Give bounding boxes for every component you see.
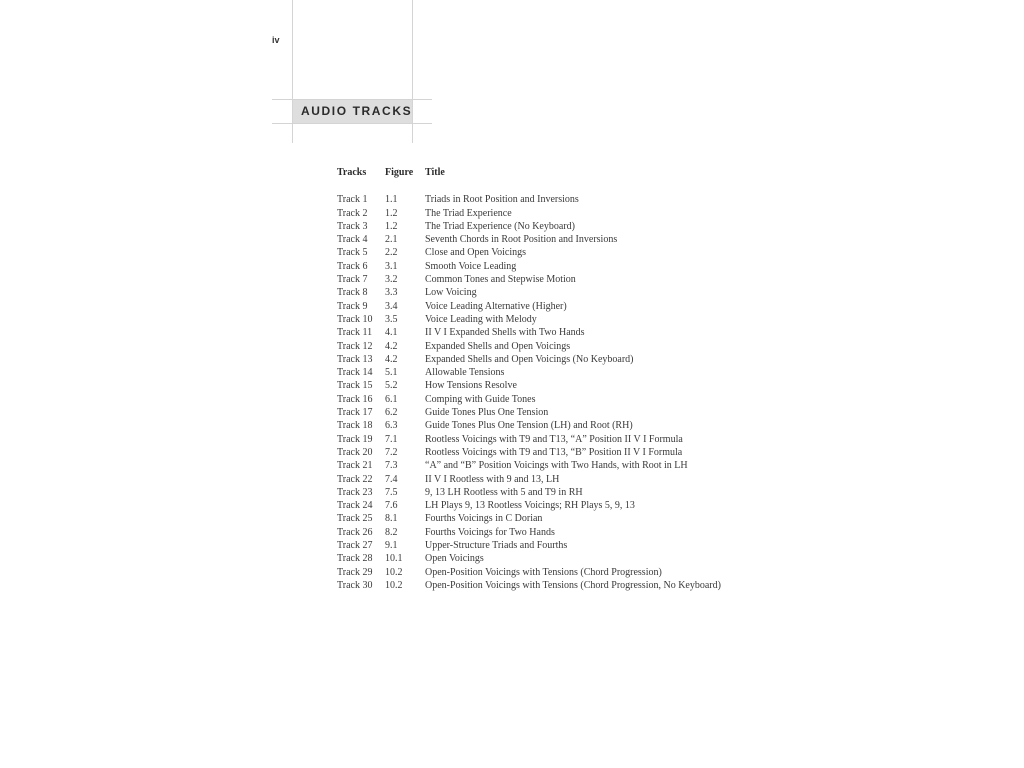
track-title-cell: Close and Open Voicings	[425, 247, 527, 259]
margin-rule-right	[412, 0, 413, 143]
track-number-cell: Track 26	[337, 526, 373, 538]
table-row	[337, 326, 721, 339]
header-spacer	[337, 179, 721, 193]
track-title-cell: Open-Position Voicings with Tensions (Chord Progression, No Keyboard)	[425, 579, 721, 591]
header-figure: Figure	[385, 167, 414, 178]
track-number-cell: Track 1	[337, 194, 368, 206]
track-number-cell: Track 7	[337, 274, 368, 286]
figure-number-cell: 1.1	[385, 194, 398, 206]
track-number-cell: Track 19	[337, 433, 373, 445]
track-number-cell: Track 2	[337, 207, 368, 219]
figure-number-cell: 7.6	[385, 500, 398, 512]
track-title-cell: Voice Leading with Melody	[425, 313, 537, 325]
track-number-cell: Track 17	[337, 407, 373, 419]
track-number-cell: Track 21	[337, 460, 373, 472]
track-number-cell: Track 24	[337, 500, 373, 512]
table-row	[337, 512, 721, 525]
track-title-cell: Triads in Root Position and Inversions	[425, 194, 579, 206]
track-number-cell: Track 10	[337, 313, 373, 325]
banner-rule-bottom	[272, 123, 432, 124]
table-row	[337, 340, 721, 353]
track-title-cell: Low Voicing	[425, 287, 477, 299]
table-row	[337, 207, 721, 220]
track-title-cell: Allowable Tensions	[425, 367, 505, 379]
track-number-cell: Track 22	[337, 473, 373, 485]
figure-number-cell: 10.2	[385, 579, 403, 591]
table-row	[337, 366, 721, 379]
header-title: Title	[425, 167, 445, 178]
track-title-cell: II V I Rootless with 9 and 13, LH	[425, 473, 560, 485]
table-row	[337, 419, 721, 432]
track-title-cell: Seventh Chords in Root Position and Inversions	[425, 234, 618, 246]
track-title-cell: How Tensions Resolve	[425, 380, 517, 392]
track-number-cell: Track 28	[337, 553, 373, 565]
track-title-cell: Common Tones and Stepwise Motion	[425, 274, 576, 286]
table-row	[337, 273, 721, 286]
track-title-cell: Open-Position Voicings with Tensions (Chord Progression)	[425, 566, 662, 578]
track-title-cell: Expanded Shells and Open Voicings	[425, 340, 571, 352]
track-title-cell: Fourths Voicings in C Dorian	[425, 513, 543, 525]
track-number-cell: Track 4	[337, 234, 368, 246]
table-row	[337, 233, 721, 246]
table-row	[337, 220, 721, 233]
track-title-cell: Fourths Voicings for Two Hands	[425, 526, 555, 538]
section-title: AUDIO TRACKS	[301, 104, 413, 118]
track-number-cell: Track 6	[337, 260, 368, 272]
track-title-cell: Open Voicings	[425, 553, 484, 565]
track-number-cell: Track 25	[337, 513, 373, 525]
table-row	[337, 286, 721, 299]
table-row	[337, 473, 721, 486]
figure-number-cell: 7.2	[385, 446, 398, 458]
track-title-cell: Expanded Shells and Open Voicings (No Keyboard)	[425, 353, 634, 365]
track-title-cell: Guide Tones Plus One Tension (LH) and Root (RH)	[425, 420, 633, 432]
track-title-cell: Guide Tones Plus One Tension	[425, 407, 549, 419]
table-row	[337, 539, 721, 552]
table-row	[337, 552, 721, 565]
table-row	[337, 486, 721, 499]
track-number-cell: Track 5	[337, 247, 368, 259]
table-row	[337, 300, 721, 313]
figure-number-cell: 6.1	[385, 393, 398, 405]
figure-number-cell: 3.5	[385, 313, 398, 325]
track-number-cell: Track 30	[337, 579, 373, 591]
figure-number-cell: 7.3	[385, 460, 398, 472]
table-row	[337, 353, 721, 366]
track-title-cell: Smooth Voice Leading	[425, 260, 517, 272]
header-tracks: Tracks	[337, 167, 367, 178]
figure-number-cell: 1.2	[385, 220, 398, 232]
figure-number-cell: 10.1	[385, 553, 403, 565]
figure-number-cell: 7.5	[385, 486, 398, 498]
track-number-cell: Track 12	[337, 340, 373, 352]
table-row	[337, 406, 721, 419]
figure-number-cell: 4.2	[385, 340, 398, 352]
figure-number-cell: 7.4	[385, 473, 398, 485]
table-row	[337, 579, 721, 592]
figure-number-cell: 6.2	[385, 407, 398, 419]
figure-number-cell: 9.1	[385, 540, 398, 552]
track-title-cell: II V I Expanded Shells with Two Hands	[425, 327, 585, 339]
track-number-cell: Track 14	[337, 367, 373, 379]
figure-number-cell: 1.2	[385, 207, 398, 219]
table-row	[337, 393, 721, 406]
track-title-cell: Rootless Voicings with T9 and T13, “B” Position II V I Formula	[425, 446, 683, 458]
track-title-cell: 9, 13 LH Rootless with 5 and T9 in RH	[425, 486, 583, 498]
track-title-cell: Rootless Voicings with T9 and T13, “A” Position II V I Formula	[425, 433, 683, 445]
track-number-cell: Track 11	[337, 327, 373, 339]
table-body	[337, 179, 721, 592]
figure-number-cell: 7.1	[385, 433, 398, 445]
track-number-cell: Track 9	[337, 300, 368, 312]
audio-tracks-table	[337, 166, 721, 592]
table-row	[337, 446, 721, 459]
figure-number-cell: 6.3	[385, 420, 398, 432]
track-title-cell: Comping with Guide Tones	[425, 393, 536, 405]
table-row	[337, 499, 721, 512]
table-row	[337, 246, 721, 259]
figure-number-cell: 5.2	[385, 380, 398, 392]
track-number-cell: Track 15	[337, 380, 373, 392]
table-row	[337, 526, 721, 539]
track-number-cell: Track 8	[337, 287, 368, 299]
figure-number-cell: 4.1	[385, 327, 398, 339]
table-header-row	[337, 166, 721, 179]
figure-number-cell: 3.1	[385, 260, 398, 272]
table-row	[337, 193, 721, 206]
table-row	[337, 260, 721, 273]
table-row	[337, 313, 721, 326]
figure-number-cell: 2.2	[385, 247, 398, 259]
figure-number-cell: 3.3	[385, 287, 398, 299]
figure-number-cell: 4.2	[385, 353, 398, 365]
figure-number-cell: 10.2	[385, 566, 403, 578]
table-row	[337, 459, 721, 472]
page-number: iv	[272, 35, 280, 45]
track-number-cell: Track 20	[337, 446, 373, 458]
track-title-cell: Upper-Structure Triads and Fourths	[425, 540, 568, 552]
track-number-cell: Track 13	[337, 353, 373, 365]
figure-number-cell: 3.2	[385, 274, 398, 286]
figure-number-cell: 5.1	[385, 367, 398, 379]
track-number-cell: Track 3	[337, 220, 368, 232]
table-row	[337, 379, 721, 392]
track-title-cell: The Triad Experience	[425, 207, 512, 219]
track-number-cell: Track 18	[337, 420, 373, 432]
track-title-cell: Voice Leading Alternative (Higher)	[425, 300, 567, 312]
track-title-cell: “A” and “B” Position Voicings with Two Hands, with Root in LH	[425, 460, 688, 472]
track-number-cell: Track 29	[337, 566, 373, 578]
figure-number-cell: 2.1	[385, 234, 398, 246]
figure-number-cell: 8.1	[385, 513, 398, 525]
figure-number-cell: 8.2	[385, 526, 398, 538]
track-title-cell: The Triad Experience (No Keyboard)	[425, 220, 575, 232]
track-number-cell: Track 16	[337, 393, 373, 405]
track-number-cell: Track 27	[337, 540, 373, 552]
figure-number-cell: 3.4	[385, 300, 398, 312]
table-row	[337, 566, 721, 579]
track-title-cell: LH Plays 9, 13 Rootless Voicings; RH Plays 5, 9, 13	[425, 500, 635, 512]
track-number-cell: Track 23	[337, 486, 373, 498]
table-row	[337, 433, 721, 446]
